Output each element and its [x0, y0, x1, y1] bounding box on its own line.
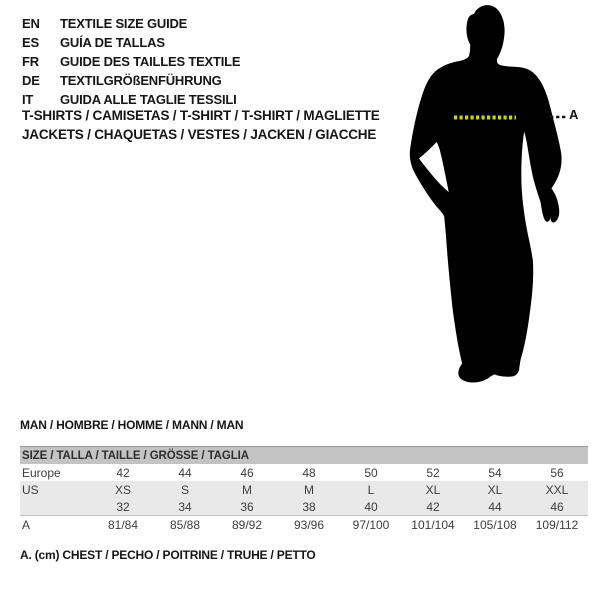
- language-code: DE: [22, 73, 40, 88]
- size-cell: M: [278, 481, 340, 498]
- language-list: [22, 14, 240, 109]
- table-row-us: [20, 481, 588, 498]
- language-code: IT: [22, 92, 34, 107]
- row-label: A: [20, 516, 92, 534]
- language-label: GUÍA DE TALLAS: [60, 35, 165, 50]
- language-row: [22, 14, 240, 33]
- size-cell: 44: [464, 498, 526, 516]
- size-cell: 50: [364, 465, 378, 480]
- table-title-man: MAN / HOMBRE / HOMME / MANN / MAN: [20, 418, 244, 432]
- category-line-jackets: JACKETS / CHAQUETAS / VESTES / JACKEN / GIACCHE: [22, 126, 377, 142]
- table-row-europe: [20, 464, 588, 481]
- size-cell: 81/84: [92, 516, 154, 534]
- language-row: [22, 71, 240, 90]
- language-code: EN: [22, 16, 40, 31]
- size-cell: 40: [340, 498, 402, 516]
- language-code: FR: [22, 54, 39, 69]
- size-cell: 44: [178, 465, 192, 480]
- size-cell: 97/100: [340, 516, 402, 534]
- table-header-label: SIZE / TALLA / TAILLE / GRÖSSE / TAGLIA: [20, 447, 588, 465]
- language-label: TEXTILGRÖßENFÜHRUNG: [60, 73, 222, 88]
- size-cell: XXL: [526, 481, 588, 498]
- row-label: [20, 498, 92, 516]
- language-code: ES: [22, 35, 39, 50]
- size-cell: 46: [526, 498, 588, 516]
- size-cell: 48: [302, 465, 316, 480]
- language-label: TEXTILE SIZE GUIDE: [60, 16, 188, 31]
- chest-footnote: A. (cm) CHEST / PECHO / POITRINE / TRUHE / PETTO: [20, 548, 316, 562]
- size-cell: 109/112: [526, 516, 588, 534]
- measure-label-a: A: [569, 107, 579, 122]
- size-cell: XL: [464, 481, 526, 498]
- size-cell: 93/96: [278, 516, 340, 534]
- row-label: US: [20, 481, 92, 498]
- size-cell: 36: [216, 498, 278, 516]
- size-cell: 42: [402, 498, 464, 516]
- garment-categories: [22, 107, 380, 144]
- size-cell: S: [154, 481, 216, 498]
- size-cell: 54: [488, 465, 502, 480]
- language-label: GUIDE DES TAILLES TEXTILE: [60, 54, 241, 69]
- language-label: GUIDA ALLE TAGLIE TESSILI: [60, 92, 237, 107]
- man-silhouette-figure: [400, 0, 600, 400]
- language-row: [22, 52, 240, 71]
- size-cell: XL: [402, 481, 464, 498]
- size-cell: 52: [426, 465, 440, 480]
- table-row-us-numeric: [20, 498, 588, 516]
- size-cell: L: [340, 481, 402, 498]
- language-row: [22, 33, 240, 52]
- size-cell: M: [216, 481, 278, 498]
- size-cell: 46: [240, 465, 254, 480]
- size-cell: 38: [278, 498, 340, 516]
- size-cell: 32: [92, 498, 154, 516]
- size-cell: 101/104: [402, 516, 464, 534]
- table-header-row: [20, 447, 588, 465]
- table-row-chest-cm: [20, 516, 588, 534]
- size-cell: 34: [154, 498, 216, 516]
- man-silhouette-icon: [400, 0, 600, 400]
- size-cell: 85/88: [154, 516, 216, 534]
- size-cell: 89/92: [216, 516, 278, 534]
- size-cell: 105/108: [464, 516, 526, 534]
- category-line-tshirts: T-SHIRTS / CAMISETAS / T-SHIRT / T-SHIRT / MAGLIETTE: [22, 108, 380, 123]
- size-table: [20, 446, 588, 533]
- size-cell: 42: [116, 465, 130, 480]
- row-label: Europe: [22, 465, 61, 480]
- size-cell: 56: [550, 465, 564, 480]
- size-cell: XS: [92, 481, 154, 498]
